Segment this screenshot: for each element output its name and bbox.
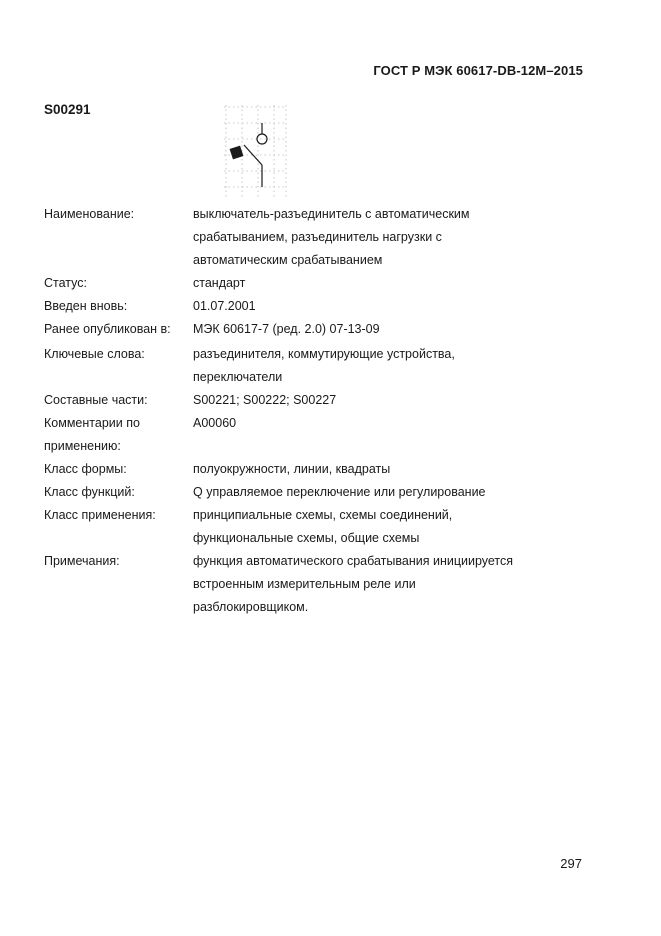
entry-function-class	[44, 481, 604, 504]
entry-value-line: A00060	[193, 416, 237, 430]
entry-label: Класс формы:	[44, 462, 127, 476]
entry-value-line: встроенным измерительным реле или	[193, 577, 416, 591]
entry-components	[44, 389, 604, 412]
entry-name	[44, 203, 604, 272]
entry-value	[193, 550, 604, 619]
symbol-attributes	[44, 203, 604, 619]
entry-value	[193, 203, 604, 272]
entry-label: Класс функций:	[44, 485, 135, 499]
entry-label-line: применению:	[44, 439, 121, 453]
entry-introduced	[44, 295, 604, 318]
entry-value-line: Q управляемое переключение или регулирование	[193, 485, 486, 499]
entry-value-line: 01.07.2001	[193, 299, 256, 313]
entry-value	[193, 343, 604, 389]
entry-value	[193, 318, 604, 341]
entry-previously-published	[44, 318, 604, 341]
page-number: 297	[560, 856, 582, 871]
entry-value-line: разъединителя, коммутирующие устройства,	[193, 347, 455, 361]
entry-label: Класс применения:	[44, 508, 156, 522]
entry-label	[44, 412, 193, 458]
entry-label-line: Комментарии по	[44, 416, 140, 430]
standard-code-header: ГОСТ Р МЭК 60617-DB-12M–2015	[373, 63, 583, 78]
entry-label: Ключевые слова:	[44, 347, 145, 361]
entry-label: Ранее опубликован в:	[44, 322, 171, 336]
entry-application-comments	[44, 412, 604, 458]
entry-value-line: автоматическим срабатыванием	[193, 253, 383, 267]
entry-value	[193, 504, 604, 550]
entry-value-line: переключатели	[193, 370, 283, 384]
entry-label: Примечания:	[44, 554, 120, 568]
entry-value	[193, 272, 604, 295]
entry-value-line: S00221; S00222; S00227	[193, 393, 337, 407]
symbol-id: S00291	[44, 102, 91, 117]
entry-value-line: полуокружности, линии, квадраты	[193, 462, 391, 476]
entry-label: Введен вновь:	[44, 299, 128, 313]
entry-value	[193, 458, 604, 481]
entry-keywords	[44, 343, 604, 389]
entry-value	[193, 295, 604, 318]
entry-label: Статус:	[44, 276, 87, 290]
entry-value-line: выключатель-разъединитель с автоматическим	[193, 207, 470, 221]
entry-notes	[44, 550, 604, 619]
entry-value-line: разблокировщиком.	[193, 600, 309, 614]
entry-value-line: стандарт	[193, 276, 246, 290]
entry-value	[193, 481, 604, 504]
symbol-filled-square	[230, 146, 244, 160]
entry-status	[44, 272, 604, 295]
disconnector-switch-symbol-icon	[222, 103, 288, 199]
entry-shape-class	[44, 458, 604, 481]
entry-label: Составные части:	[44, 393, 148, 407]
entry-application-class	[44, 504, 604, 550]
entry-value	[193, 389, 604, 412]
entry-value-line: срабатыванием, разъединитель нагрузки с	[193, 230, 442, 244]
entry-value-line: принципиальные схемы, схемы соединений,	[193, 508, 453, 522]
entry-value-line: МЭК 60617-7 (ред. 2.0) 07-13-09	[193, 322, 380, 336]
entry-label: Наименование:	[44, 207, 135, 221]
entry-value	[193, 412, 604, 458]
entry-value-line: функция автоматического срабатывания инициируется	[193, 554, 514, 568]
entry-value-line: функциональные схемы, общие схемы	[193, 531, 420, 545]
